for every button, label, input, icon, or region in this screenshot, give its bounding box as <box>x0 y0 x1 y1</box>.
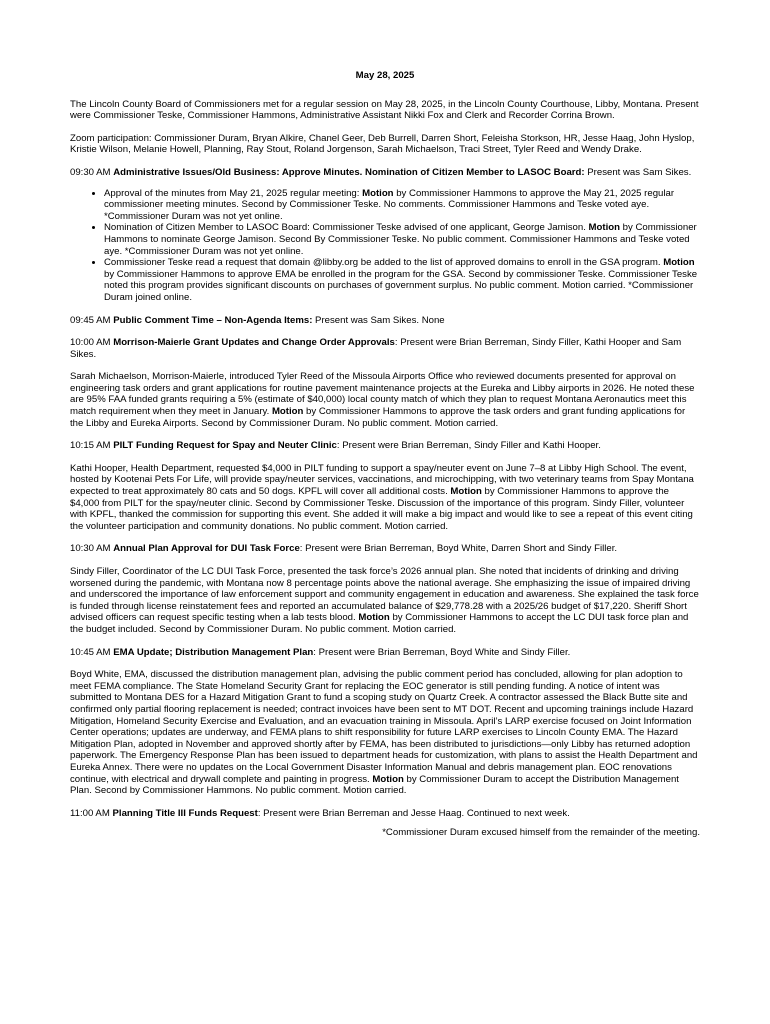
section-heading: Administrative Issues/Old Business: Approve Minutes. Nomination of Citizen Member to LASOC Board: <box>113 166 585 178</box>
administrative-items-list <box>70 188 700 304</box>
section-time: 10:00 AM <box>70 337 114 349</box>
section-heading: Annual Plan Approval for DUI Task Force <box>113 543 300 555</box>
morrison-maierle-body <box>70 371 700 429</box>
section-heading: Public Comment Time – Non-Agenda Items: <box>113 314 313 326</box>
section-time: 09:30 AM <box>70 166 114 178</box>
item-text: by Commissioner Hammons to approve EMA be enrolled in the program for the GSA. Second by commissioner Teske. Commissioner Teske noted this program provides significant discounts on purchases of government surplus. No public comment. Motion carried. *Commissioner Duram joined online. <box>104 268 698 303</box>
section-time: 11:00 AM <box>70 807 113 819</box>
item-text: Nomination of Citizen Member to LASOC Board: Commissioner Teske advised of one applicant, George Jamison. <box>104 222 589 234</box>
section-heading: EMA Update; Distribution Management Plan <box>113 646 314 658</box>
motion-label: Motion <box>362 187 394 199</box>
section-time: 10:45 AM <box>70 646 114 658</box>
section-attendance: : Present were Brian Berreman, Boyd White, Darren Short and Sindy Filler. <box>299 543 618 555</box>
section-pilt-funding <box>70 440 700 452</box>
section-ema-update <box>70 647 700 659</box>
section-dui-task-force <box>70 543 700 555</box>
pilt-funding-body <box>70 463 700 533</box>
section-planning-title-iii <box>70 808 700 820</box>
body-text: by Commissioner Hammons to approve the task orders and grant funding applications for the Libby and Eureka Airports. Second by Commissioner Duram. No public comment. Motion carried. <box>70 406 686 429</box>
motion-label: Motion <box>271 406 304 418</box>
list-item <box>104 188 700 223</box>
item-text: by Commissioner Hammons to nominate George Jamison. Second By Commissioner Teske. No public comment. Commissioner Hammons and Teske voted aye. *Commissioner Duram was not yet online. <box>104 222 697 257</box>
motion-label: Motion <box>663 257 695 269</box>
body-text: Sindy Filler, Coordinator of the LC DUI Task Force, presented the task force’s 2026 annual plan. She noted that incidents of drinking and driving worsened during the pandemic, with Montana now 8 percentage points above the national average. She emphasizing the issue of impaired driving and underscored the importance of law enforcement support and community engagement in education and awareness. She explained the task force is funded through license reinstatement fees and reported an accumulated balance of $29,778.28 with a 2025/26 budget of $17,220. Sheriff Short advised officers can request specific testing when a lab tests blood. <box>70 566 699 624</box>
motion-label: Motion <box>588 222 620 234</box>
motion-label: Motion <box>358 612 390 624</box>
ema-update-body <box>70 669 700 797</box>
section-heading: PILT Funding Request for Spay and Neuter Clinic <box>113 440 337 452</box>
list-item <box>104 222 700 257</box>
section-attendance: : Present were Brian Berreman and Jesse Haag. Continued to next week. <box>257 807 570 819</box>
body-text: Kathi Hooper, Health Department, requested $4,000 in PILT funding to support a spay/neuter event on June 7–8 at Libby High School. The event, hosted by Kootenai Pets For Life, will provide spay/neuter services, vaccinations, and microchipping, with two veterinary teams from Spay Montana expected to treat approximately 80 cats and 50 dogs. KPFL will cover all additional costs. <box>70 462 694 498</box>
body-text: Sarah Michaelson, Morrison-Maierle, introduced Tyler Reed of the Missoula Airports Office who reviewed documents presented for approval on engineering task orders and grant applications for routine pavement maintenance projects at the Eureka and Libby airports in 2026. He noted these are 95% FAA funded grants requiring a 5% (estimate of $40,000) local county match of which they plan to request Montana Aeronautics meet this match requirement when they meet in January. <box>70 371 695 418</box>
zoom-participants-paragraph: Zoom participation: Commissioner Duram, Bryan Alkire, Chanel Geer, Deb Burrell, Darren Short, Feleisha Storkson, HR, Jesse Haag, John Hyslop, Kristie Wilson, Melanie Howell, Planning, Ray Stout, Roland Jorgenson, Sarah Michaelson, Traci Street, Tyler Reed and Wendy Drake. <box>70 132 695 156</box>
intro-paragraph: The Lincoln County Board of Commissioners met for a regular session on May 28, 2025, in the Lincoln County Courthouse, Libby, Montana. Present were Commissioner Teske, Commissioner Hammons, Administrative Assistant Nikki Fox and Clerk and Recorder Corrina Brown. <box>70 98 699 122</box>
section-attendance: : Present were Brian Berreman, Boyd White and Sindy Filler. <box>313 646 571 658</box>
dui-task-force-body <box>70 566 700 636</box>
section-heading: Morrison-Maierle Grant Updates and Change Order Approvals <box>113 337 395 349</box>
section-attendance: : Present were Brian Berreman, Sindy Filler and Kathi Hooper. <box>336 440 601 452</box>
item-text: Commissioner Teske read a request that domain @libby.org be added to the list of approved domains to enroll in the GSA program. <box>104 257 664 269</box>
body-text: by Commissioner Duram to accept the Distribution Management Plan. Second by Commissioner Hammons. No public comment. Motion carried. <box>70 773 679 797</box>
body-text: Boyd White, EMA, discussed the distribution management plan, advising the public comment period has concluded, allowing for plan adoption to meet FEMA compliance. The State Homeland Security Grant for replacing the EOC generator is still pending funding. A notice of intent was submitted to Montana DES for a Hazard Mitigation Grant to fund a scoping study on Quartz Creek. A contractor assessed the Black Butte site and confirmed only partial flooring replacement is needed; contract invoices have been sent to MT DOT. Recent and upcoming trainings include Hazard Mitigation, Homeland Security Exercise and Evaluation, and an evacuation training in Missoula. April’s LARP exercise focused on Joint Information Center operations; updates are underway, and FEMA plans to shift responsibility for future LARP exercises to Lincoln County EMA. The Hazard Mitigation Plan, adopted in November and approved shortly after by FEMA, has been distributed to jurisdictions—only Libby has returned adoption paperwork. The Emergency Response Plan has been issued to department heads for customization, with plans to assist the Health Department and Eureka Annex. There were no updates on the Local Government Disaster Information Manual and debris management plan. EOC renovations continue, with electrical and drywall complete and painting in progress. <box>70 669 698 785</box>
section-time: 10:30 AM <box>70 543 114 555</box>
section-attendance: Present was Sam Sikes. <box>584 166 692 178</box>
list-item <box>104 257 700 303</box>
item-text: by Commissioner Hammons to approve the May 21, 2025 regular commissioner meeting minutes. Second by Commissioner Teske. No comments. Commissioner Hammons and Teske voted aye. *Commissioner Duram was not yet online. <box>104 187 675 222</box>
section-time: 09:45 AM <box>70 314 114 326</box>
body-text: by Commissioner Hammons to approve the $4,000 from PILT for the spay/neuter clinic. Second by Commissioner Teske. Discussion of the importance of this program. Sindy Filler, volunteer with KPFL, thanked the commission for supporting this event. She added it will make a big impact and would like to see a repeat of this event citing the volunteer participation and community donations. No public comment. Motion carried. <box>70 486 693 532</box>
section-administrative-issues <box>70 167 700 179</box>
body-text: by Commissioner Hammons to accept the LC DUI task force plan and the budget included. Second by Commissioner Duram. No public comment. Motion carried. <box>70 612 689 635</box>
section-attendance: Present was Sam Sikes. None <box>312 314 445 326</box>
section-morrison-maierle <box>70 337 700 360</box>
item-text: Approval of the minutes from May 21, 2025 regular meeting: <box>104 187 363 199</box>
motion-label: Motion <box>450 486 482 498</box>
footer-note: *Commissioner Duram excused himself from the remainder of the meeting. <box>382 827 700 839</box>
section-heading: Planning Title III Funds Request <box>112 807 258 819</box>
motion-label: Motion <box>372 773 404 785</box>
section-time: 10:15 AM <box>70 440 114 452</box>
section-public-comment <box>70 315 700 327</box>
meeting-date: May 28, 2025 <box>355 70 415 81</box>
section-attendance: : Present were Brian Berreman, Sindy Filler, Kathi Hooper and Sam Sikes. <box>70 337 682 360</box>
